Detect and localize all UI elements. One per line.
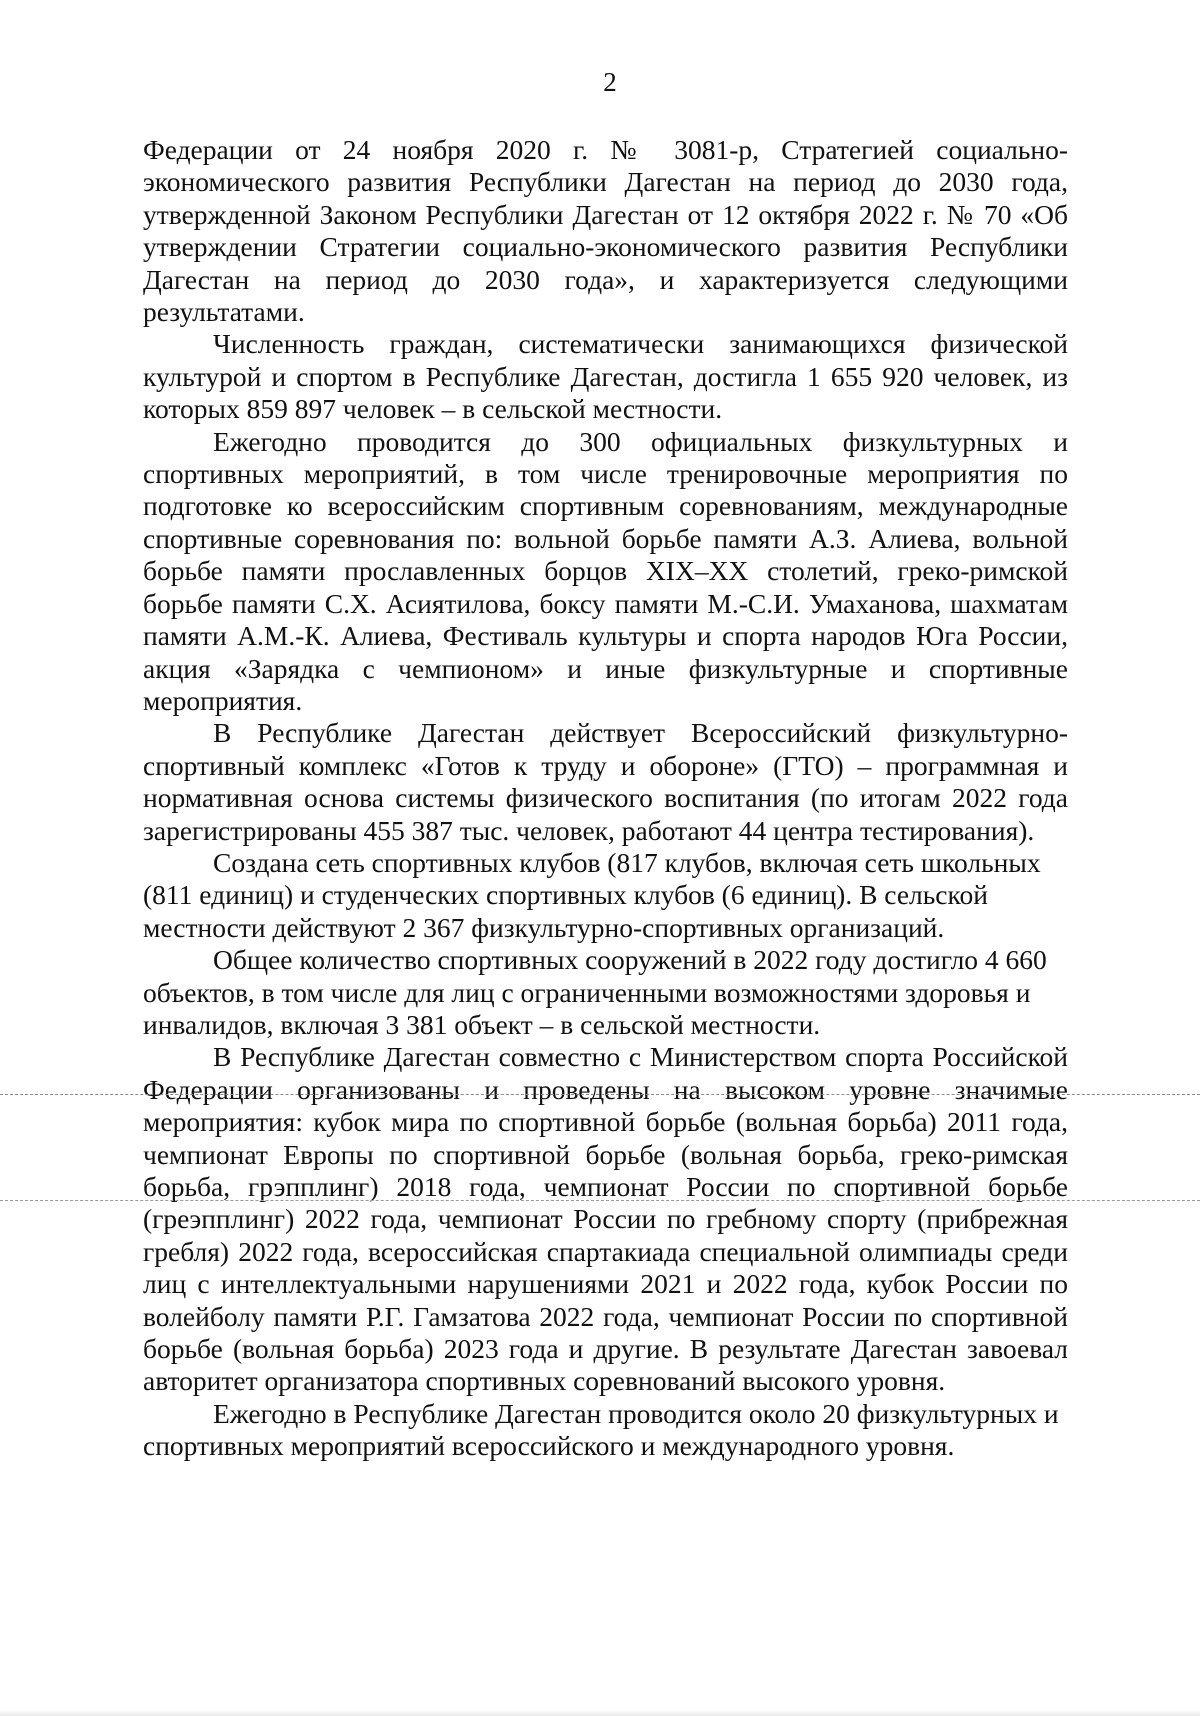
document-body [143,134,1068,1463]
paragraph-citizens-count: Численность граждан, систематически занимающихся физической культурой и спортом в Республике Дагестан, достигла 1 655 920 человек, из которых 859 897 человек – в сельской местности. [143,328,1068,425]
paragraph-yearly-national-events: Ежегодно в Республике Дагестан проводится около 20 физкультурных и спортивных мероприятий всероссийского и международного уровня. [143,1397,1059,1462]
paragraph-strategy-continuation: Федерации от 24 ноября 2020 г. № 3081-р, Стратегией социально-экономического развития Республики Дагестан на период до 2030 года, утвержденной Законом Республики Дагестан от 12 октября 2022 г. № 70 «Об утверждении Стратегии социально-экономического развития Республики Дагестан на период до 2030 года», и характеризуется следующими результатами. [143,134,1068,328]
paragraph-annual-events: Ежегодно проводится до 300 официальных физкультурных и спортивных мероприятий, в том числе тренировочные мероприятия по подготовке ко всероссийским спортивным соревнованиям, международные спортивные соревнования по: вольной борьбе памяти А.З. Алиева, вольной борьбе памяти прославленных борцов XIX–XX столетий, греко-римской борьбе памяти С.Х. Асиятилова, боксу памяти М.-С.И. Умаханова, шахматам памяти А.М.-К. Алиева, Фестиваль культуры и спорта народов Юга России, акция «Зарядка с чемпионом» и иные физкультурные и спортивные мероприятия. [143,425,1068,716]
scan-artifact-line [0,1200,1200,1201]
page-number: 2 [603,67,617,97]
scan-artifact-line [0,1094,1200,1095]
scan-bottom-edge [0,1710,1200,1716]
paragraph-sports-clubs: Создана сеть спортивных клубов (817 клубов, включая сеть школьных (811 единиц) и студенческих спортивных клубов (6 единиц). В сельской местности действуют 2 367 физкультурно-спортивных организаций. [143,846,1041,943]
paragraph-sports-facilities: Общее количество спортивных сооружений в 2022 году достигло 4 660 объектов, в том числе для лиц с ограниченными возможностями здоровья и инвалидов, включая 3 381 объект – в сельской местности. [143,944,1047,1040]
paragraph-major-competitions: В Республике Дагестан совместно с Министерством спорта Российской Федерации организованы и проведены на высоком уровне значимые мероприятия: кубок мира по спортивной борьбе (вольная борьба) 2011 года, чемпионат Европы по спортивной борьбе (вольная борьба, греко-римская борьба, грэпплинг) 2018 года, чемпионат России по спортивной борьбе (греэпплинг) 2022 года, чемпионат России по гребному спорту (прибрежная гребля) 2022 года, всероссийская спартакиада специальной олимпиады среди лиц с интеллектуальными нарушениями 2021 и 2022 года, кубок России по волейболу памяти Р.Г. Гамзатова 2022 года, чемпионат России по спортивной борьбе (вольная борьба) 2023 года и другие. В результате Дагестан завоевал авторитет организатора спортивных соревнований высокого уровня. [143,1041,1068,1397]
paragraph-gto-complex: В Республике Дагестан действует Всероссийский физкультурно-спортивный комплекс «Готов к труду и обороне» (ГТО) – программная и нормативная основа системы физического воспитания (по итогам 2022 года зарегистрированы 455 387 тыс. человек, работают 44 центра тестирования). [143,717,1068,846]
